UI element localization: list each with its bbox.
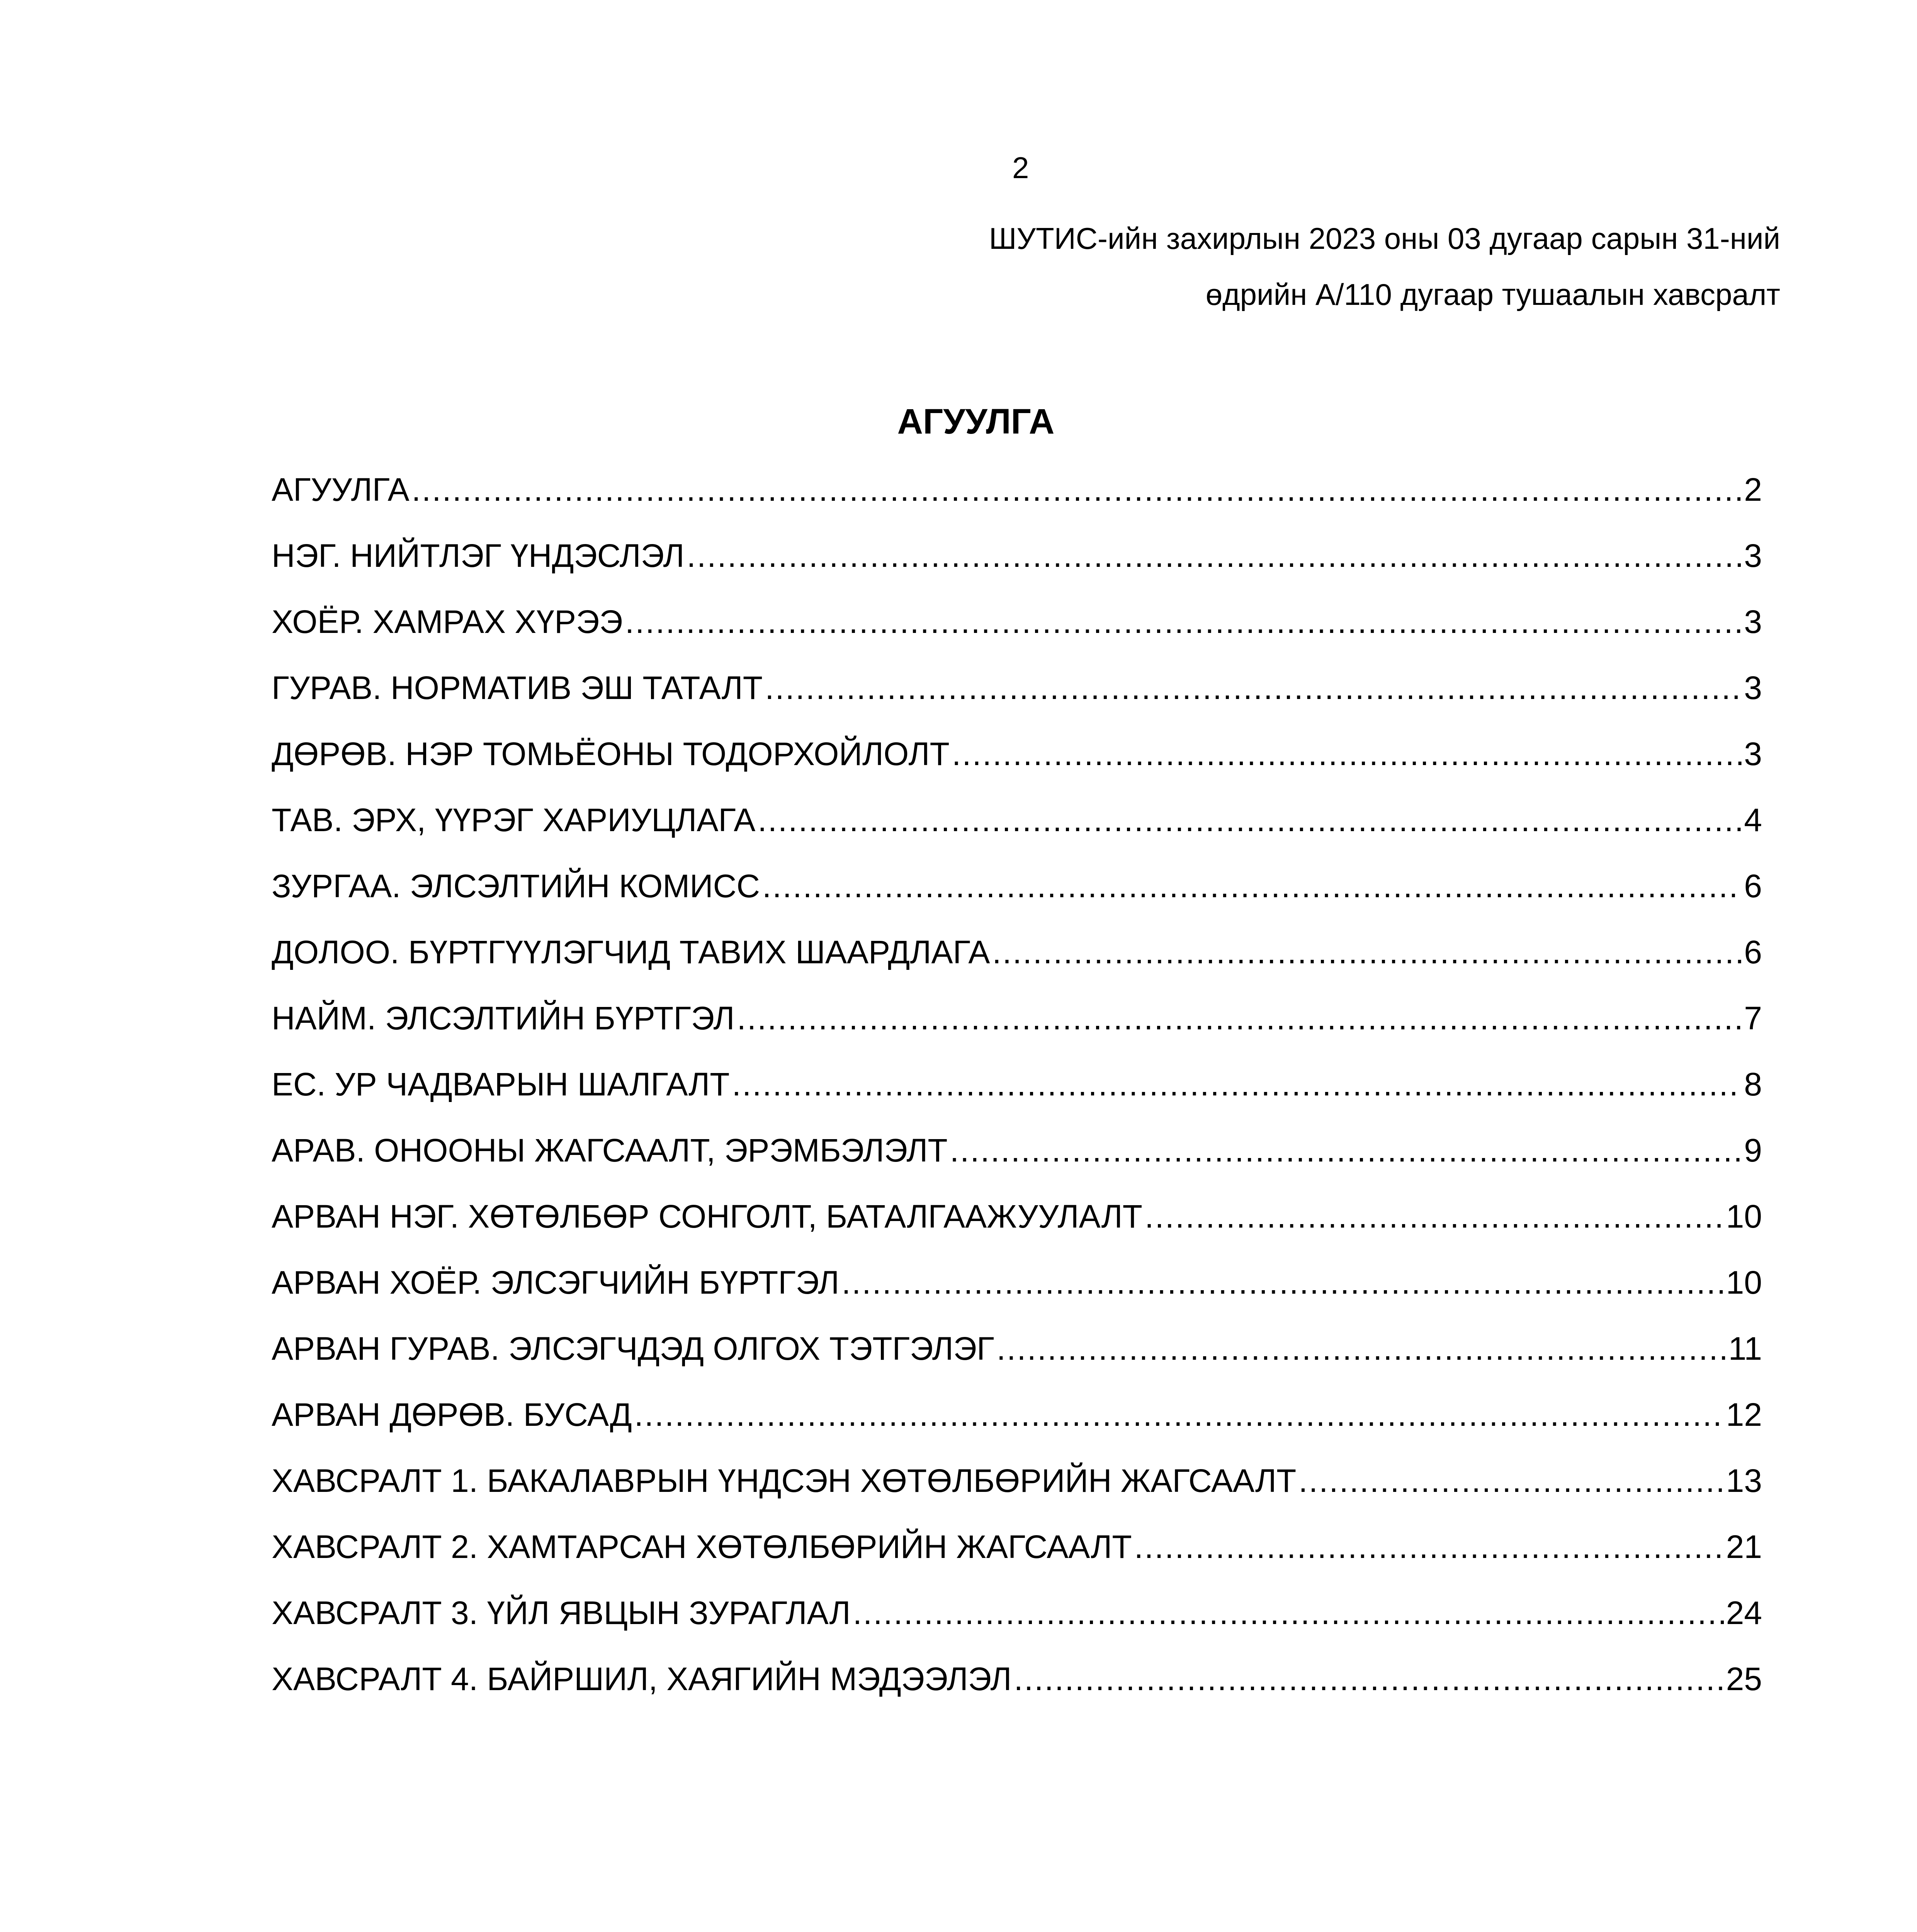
toc-dot-leader bbox=[762, 870, 1742, 902]
toc-entry[interactable] bbox=[272, 672, 1762, 738]
toc-entry[interactable] bbox=[272, 936, 1762, 1002]
toc-entry-label: АРВАН ГУРАВ. ЭЛСЭГЧДЭД ОЛГОХ ТЭТГЭЛЭГ bbox=[272, 1330, 994, 1367]
toc-entry-page: 4 bbox=[1744, 802, 1762, 838]
toc-entry-page: 8 bbox=[1744, 1066, 1762, 1102]
order-annex-note bbox=[621, 211, 1780, 323]
toc-entry-page: 12 bbox=[1726, 1396, 1762, 1433]
toc-entry-page: 3 bbox=[1744, 736, 1762, 772]
toc-entry-page: 3 bbox=[1744, 670, 1762, 706]
toc-entry[interactable] bbox=[272, 1531, 1762, 1597]
toc-dot-leader bbox=[737, 1002, 1742, 1034]
toc-dot-leader bbox=[841, 1266, 1723, 1299]
toc-dot-leader bbox=[1298, 1464, 1723, 1497]
toc-entry-label: ХОЁР. ХАМРАХ ХҮРЭЭ bbox=[272, 604, 623, 640]
toc-entry-page: 13 bbox=[1726, 1463, 1762, 1499]
toc-dot-leader bbox=[411, 473, 1742, 506]
toc-entry-label: ДОЛОО. БҮРТГҮҮЛЭГЧИД ТАВИХ ШААРДЛАГА bbox=[272, 934, 990, 970]
toc-entry-page: 10 bbox=[1726, 1264, 1762, 1301]
toc-dot-leader bbox=[687, 539, 1742, 572]
toc-entry[interactable] bbox=[272, 1002, 1762, 1068]
toc-dot-leader bbox=[625, 605, 1742, 638]
toc-entry-label: АГУУЛГА bbox=[272, 471, 410, 508]
toc-entry-page: 3 bbox=[1744, 604, 1762, 640]
toc-entry-page: 10 bbox=[1726, 1198, 1762, 1235]
toc-entry[interactable] bbox=[272, 1332, 1762, 1398]
toc-dot-leader bbox=[1134, 1531, 1724, 1563]
toc-entry-label: ХАВСРАЛТ 4. БАЙРШИЛ, ХАЯГИЙН МЭДЭЭЛЭЛ bbox=[272, 1661, 1012, 1697]
toc-entry-page: 24 bbox=[1726, 1595, 1762, 1631]
toc-entry-label: ХАВСРАЛТ 2. ХАМТАРСАН ХӨТӨЛБӨРИЙН ЖАГСААЛТ bbox=[272, 1529, 1132, 1565]
toc-entry[interactable] bbox=[272, 1597, 1762, 1663]
toc-dot-leader bbox=[634, 1398, 1724, 1431]
toc-dot-leader bbox=[997, 1332, 1726, 1365]
table-of-contents bbox=[272, 473, 1762, 1729]
toc-entry-page: 25 bbox=[1726, 1661, 1762, 1697]
toc-entry-page: 6 bbox=[1744, 934, 1762, 970]
toc-entry-label: НЭГ. НИЙТЛЭГ ҮНДЭСЛЭЛ bbox=[272, 537, 685, 574]
toc-dot-leader bbox=[950, 1134, 1742, 1167]
toc-entry-page: 2 bbox=[1744, 471, 1762, 508]
toc-entry[interactable] bbox=[272, 1068, 1762, 1134]
toc-entry[interactable] bbox=[272, 605, 1762, 672]
toc-entry[interactable] bbox=[272, 1134, 1762, 1200]
order-annex-note-line-2: өдрийн А/110 дугаар тушаалын хавсралт bbox=[1205, 277, 1780, 311]
toc-entry-page: 6 bbox=[1744, 868, 1762, 904]
toc-entry[interactable] bbox=[272, 539, 1762, 605]
toc-entry[interactable] bbox=[272, 473, 1762, 539]
toc-entry-label: ЕС. УР ЧАДВАРЫН ШАЛГАЛТ bbox=[272, 1066, 730, 1102]
toc-dot-leader bbox=[952, 738, 1742, 770]
order-annex-note-line-1: ШУТИС-ийн захирлын 2023 оны 03 дугаар сарын 31-ний bbox=[989, 221, 1780, 255]
toc-entry[interactable] bbox=[272, 804, 1762, 870]
page-number: 2 bbox=[1012, 151, 1029, 185]
toc-entry-label: АРАВ. ОНООНЫ ЖАГСААЛТ, ЭРЭМБЭЛЭЛТ bbox=[272, 1132, 948, 1168]
toc-entry-label: ХАВСРАЛТ 3. ҮЙЛ ЯВЦЫН ЗУРАГЛАЛ bbox=[272, 1595, 851, 1631]
toc-entry[interactable] bbox=[272, 1464, 1762, 1531]
toc-entry[interactable] bbox=[272, 738, 1762, 804]
toc-dot-leader bbox=[1145, 1200, 1724, 1233]
toc-entry[interactable] bbox=[272, 1266, 1762, 1332]
toc-entry-label: АРВАН ДӨРӨВ. БУСАД bbox=[272, 1396, 632, 1433]
toc-entry-label: ХАВСРАЛТ 1. БАКАЛАВРЫН ҮНДСЭН ХӨТӨЛБӨРИЙН ЖАГСААЛТ bbox=[272, 1463, 1297, 1499]
toc-entry[interactable] bbox=[272, 870, 1762, 936]
toc-entry-page: 9 bbox=[1744, 1132, 1762, 1168]
toc-dot-leader bbox=[853, 1597, 1724, 1629]
toc-entry-label: ТАВ. ЭРХ, ҮҮРЭГ ХАРИУЦЛАГА bbox=[272, 802, 756, 838]
toc-entry-label: АРВАН ХОЁР. ЭЛСЭГЧИЙН БҮРТГЭЛ bbox=[272, 1264, 840, 1301]
toc-entry-label: ДӨРӨВ. НЭР ТОМЬЁОНЫ ТОДОРХОЙЛОЛТ bbox=[272, 736, 950, 772]
toc-entry-label: НАЙМ. ЭЛСЭЛТИЙН БҮРТГЭЛ bbox=[272, 1000, 735, 1036]
toc-entry-page: 11 bbox=[1728, 1330, 1762, 1367]
toc-entry-page: 21 bbox=[1726, 1529, 1762, 1565]
toc-dot-leader bbox=[1014, 1663, 1723, 1695]
toc-dot-leader bbox=[992, 936, 1742, 968]
toc-entry[interactable] bbox=[272, 1663, 1762, 1729]
toc-dot-leader bbox=[758, 804, 1742, 836]
toc-entry-page: 7 bbox=[1744, 1000, 1762, 1036]
toc-entry[interactable] bbox=[272, 1200, 1762, 1266]
toc-dot-leader bbox=[732, 1068, 1742, 1100]
toc-entry-page: 3 bbox=[1744, 537, 1762, 574]
toc-entry-label: ЗУРГАА. ЭЛСЭЛТИЙН КОМИСС bbox=[272, 868, 760, 904]
toc-entry-label: ГУРАВ. НОРМАТИВ ЭШ ТАТАЛТ bbox=[272, 670, 763, 706]
toc-title: АГУУЛГА bbox=[897, 402, 1055, 441]
toc-entry-label: АРВАН НЭГ. ХӨТӨЛБӨР СОНГОЛТ, БАТАЛГААЖУУЛАЛТ bbox=[272, 1198, 1142, 1235]
toc-dot-leader bbox=[765, 672, 1742, 704]
toc-entry[interactable] bbox=[272, 1398, 1762, 1464]
